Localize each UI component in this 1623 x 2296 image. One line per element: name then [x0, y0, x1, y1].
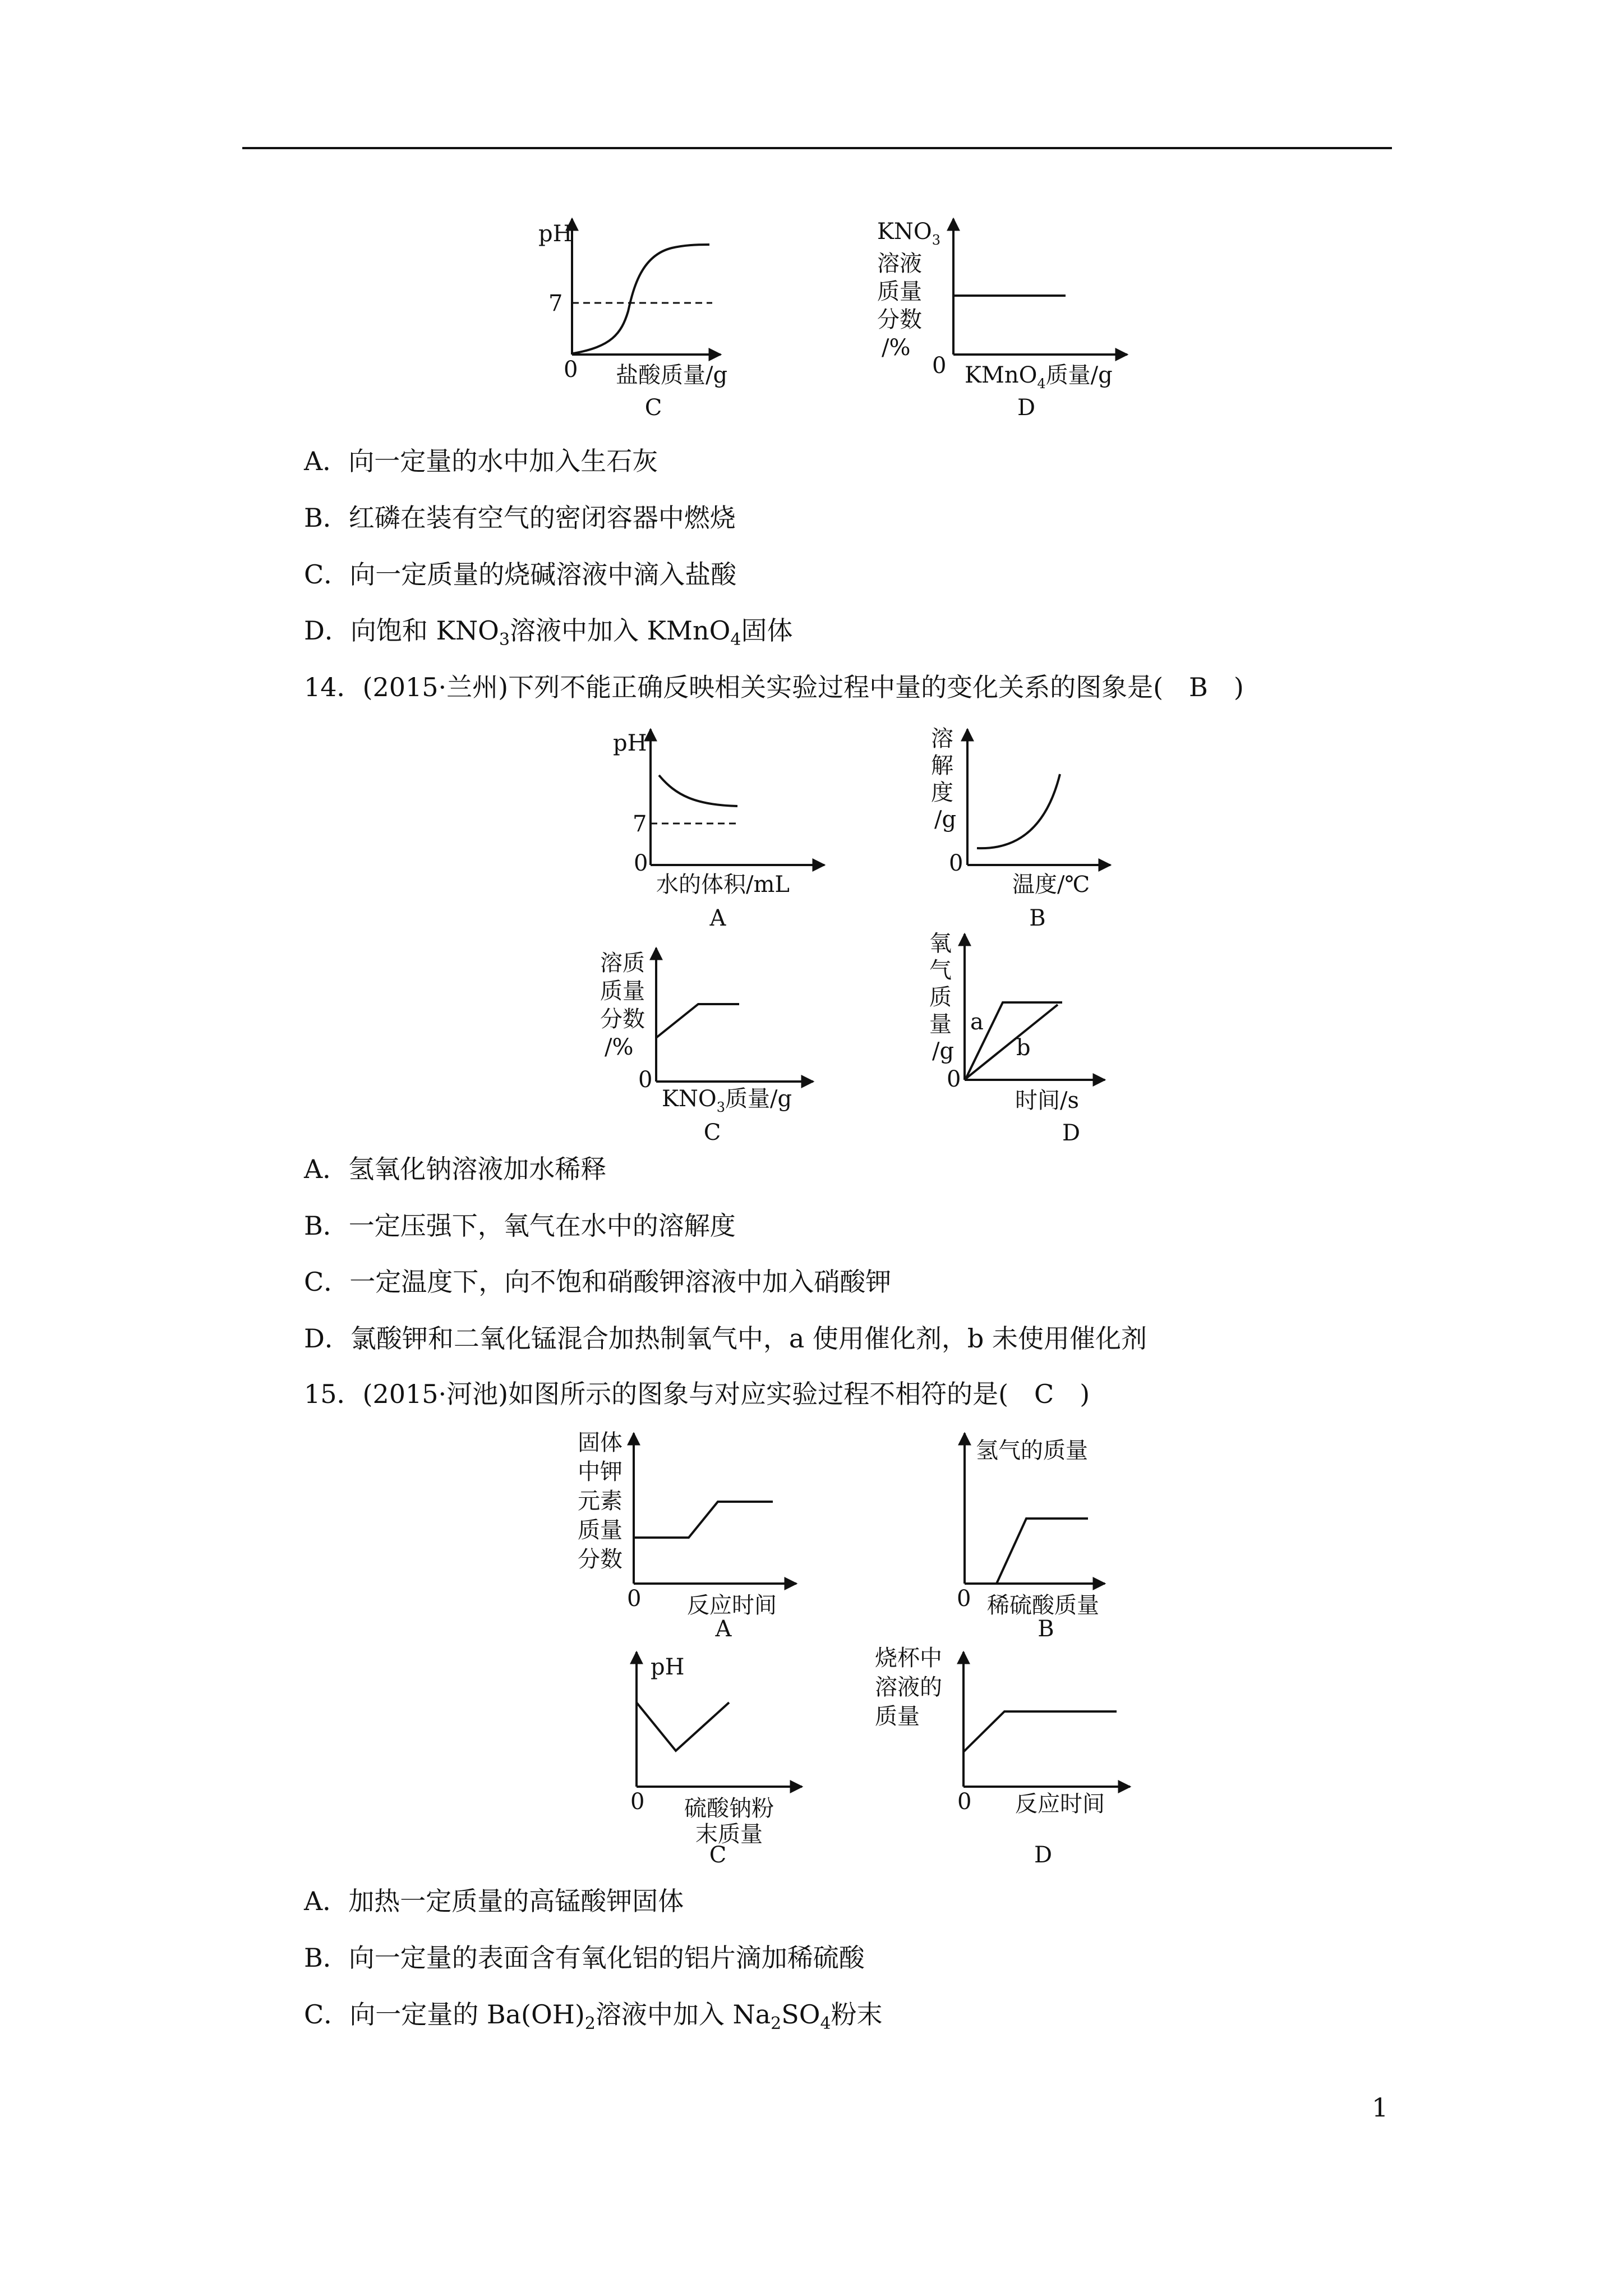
q14-c-x-label-a: KNO [662, 1086, 717, 1112]
q14-a-x-label: 水的体积/mL [656, 872, 790, 898]
q15-a-y-line-1: 固体 [578, 1430, 623, 1456]
q14-figure-d [920, 928, 1155, 1153]
q14-a-tick-7: 7 [633, 811, 647, 837]
q15-option-b: B．向一定量的表面含有氧化铝的铝片滴加稀硫酸 [304, 1943, 865, 1973]
q15-figure-c [617, 1641, 819, 1868]
q14-c-x-label-sub: 3 [716, 1099, 725, 1115]
q14-b-letter: B [1029, 905, 1046, 931]
q14-c-y-line-4: /% [605, 1034, 634, 1060]
q15-d-y-line-1: 烧杯中 [875, 1645, 942, 1671]
q13-c-tick-7: 7 [548, 291, 563, 316]
q15-b-x-label: 稀硫酸质量 [987, 1593, 1099, 1618]
q15-c-x-line-1: 硫酸钠粉 [684, 1796, 774, 1821]
q14-c-y-line-2: 质量 [600, 978, 645, 1004]
q14-c-y-line-1: 溶质 [600, 950, 645, 976]
q15-c-y-label: pH [651, 1654, 685, 1680]
q15-d-x-label: 反应时间 [1015, 1791, 1105, 1817]
q15-c-origin: 0 [630, 1789, 645, 1815]
q15-a-y-line-3: 元素 [578, 1488, 623, 1514]
q13-d-y-line-4: /% [882, 335, 911, 361]
q15-stem: 15．(2015·河池)如图所示的图象与对应实验过程不相符的是( C ) [304, 1379, 1090, 1409]
q14-a-y-label: pH [613, 730, 647, 756]
q15-d-y-line-2: 溶液的 [875, 1674, 942, 1700]
page-number: 1 [1372, 2092, 1389, 2123]
q14-d-origin: 0 [947, 1066, 961, 1092]
q14-b-x-label: 温度/℃ [1012, 872, 1090, 898]
q15-c-letter: C [709, 1842, 727, 1868]
q15-a-x-label: 反应时间 [687, 1593, 777, 1618]
q14-option-d: D．氯酸钾和二氧化锰混合加热制氧气中，a 使用催化剂，b 未使用催化剂 [304, 1323, 1147, 1354]
q13-d-y-line-2: 质量 [877, 279, 922, 305]
q13-figure-d [864, 213, 1155, 432]
q13-option-a: A．向一定量的水中加入生石灰 [304, 446, 658, 476]
header-rule [242, 147, 1392, 149]
q15-figure-d [872, 1641, 1141, 1876]
q13-d-y-label-sub: 3 [932, 232, 940, 248]
q13-c-origin: 0 [564, 357, 578, 383]
q15-a-y-line-2: 中钾 [578, 1459, 623, 1485]
q13-option-b: B．红磷在装有空气的密闭容器中燃烧 [304, 503, 736, 533]
q15-a-letter: A [715, 1616, 732, 1642]
q14-b-origin: 0 [949, 850, 963, 876]
q14-c-letter: C [703, 1120, 721, 1145]
q15-d-letter: D [1034, 1842, 1053, 1868]
q13-d-letter: D [1017, 395, 1036, 421]
q14-figure-a [611, 724, 852, 937]
q14-d-y-line-4: 量 [929, 1011, 952, 1037]
q15-d-origin: 0 [957, 1789, 972, 1815]
q14-b-y-line-2: 解 [931, 753, 953, 779]
q14-a-letter: A [709, 905, 726, 931]
svg-text:KMnO4质量/g [965, 362, 1113, 392]
q14-stem: 14．(2015·兰州)下列不能正确反映相关实验过程中量的变化关系的图象是( B ) [304, 672, 1244, 702]
svg-text:KNO3 [877, 219, 940, 248]
q14-c-y-line-3: 分数 [600, 1006, 645, 1032]
q15-b-y-label: 氢气的质量 [976, 1438, 1088, 1464]
q13-c-x-label: 盐酸质量/g [616, 362, 728, 388]
q13-option-c: C．向一定质量的烧碱溶液中滴入盐酸 [304, 559, 737, 590]
q15-d-y-line-3: 质量 [875, 1704, 920, 1729]
q13-option-d: D．向饱和 $KNO_3$溶液中加入 KMnO$_4$固体 [304, 615, 793, 650]
q14-figure-c [594, 942, 836, 1156]
q15-option-c: C．向一定量的 $Ba(OH)_2$溶液中加入 $Na_2SO_4$粉末 [304, 1999, 883, 2034]
svg-text:KNO3质量/g [662, 1086, 792, 1115]
q14-b-y-line-3: 度 [931, 780, 953, 806]
q14-a-origin: 0 [634, 850, 648, 876]
q14-d-x-label: 时间/s [1015, 1088, 1080, 1114]
q13-c-y-label: pH [538, 221, 573, 247]
q14-option-a: A．氢氧化钠溶液加水稀释 [304, 1154, 607, 1184]
q14-option-c: C．一定温度下，向不饱和硝酸钾溶液中加入硝酸钾 [304, 1267, 892, 1297]
q14-c-origin: 0 [638, 1067, 653, 1093]
q13-d-y-line-3: 分数 [877, 307, 922, 333]
q15-figure-a [572, 1428, 808, 1641]
q14-figure-b [920, 724, 1144, 937]
q14-d-line-b-label: b [1016, 1035, 1031, 1061]
q13-d-origin: 0 [932, 353, 947, 379]
q15-a-origin: 0 [627, 1586, 642, 1612]
q13-d-x-label-a: KMnO [965, 362, 1038, 388]
q13-d-x-label-b: 质量/g [1045, 362, 1113, 388]
q14-d-letter: D [1062, 1120, 1081, 1146]
q15-a-y-line-4: 质量 [578, 1517, 623, 1543]
q13-d-y-line-1: 溶液 [877, 251, 922, 277]
q15-figure-b [920, 1428, 1155, 1641]
q14-c-x-label-b: 质量/g [725, 1086, 792, 1112]
q13-figure-c [522, 213, 780, 432]
q13-d-x-label-sub: 4 [1037, 376, 1046, 392]
q14-option-b: B．一定压强下，氧气在水中的溶解度 [304, 1211, 736, 1241]
q14-b-y-line-4: /g [934, 807, 957, 832]
q14-d-y-line-3: 质 [929, 984, 952, 1010]
q15-b-letter: B [1038, 1616, 1054, 1642]
q13-d-y-label-top: KNO [877, 219, 932, 245]
q15-b-origin: 0 [957, 1586, 971, 1612]
q14-d-y-line-2: 气 [929, 958, 952, 983]
q14-d-line-a-label: a [970, 1009, 984, 1035]
q13-c-letter: C [644, 395, 662, 421]
q14-d-y-line-5: /g [932, 1038, 955, 1064]
q15-option-a: A．加热一定质量的高锰酸钾固体 [304, 1886, 684, 1916]
q14-d-y-line-1: 氧 [929, 931, 952, 956]
q15-c-x-line-2: 末质量 [695, 1821, 763, 1847]
q15-a-y-line-5: 分数 [578, 1547, 623, 1572]
q14-b-y-line-1: 溶 [931, 726, 953, 752]
